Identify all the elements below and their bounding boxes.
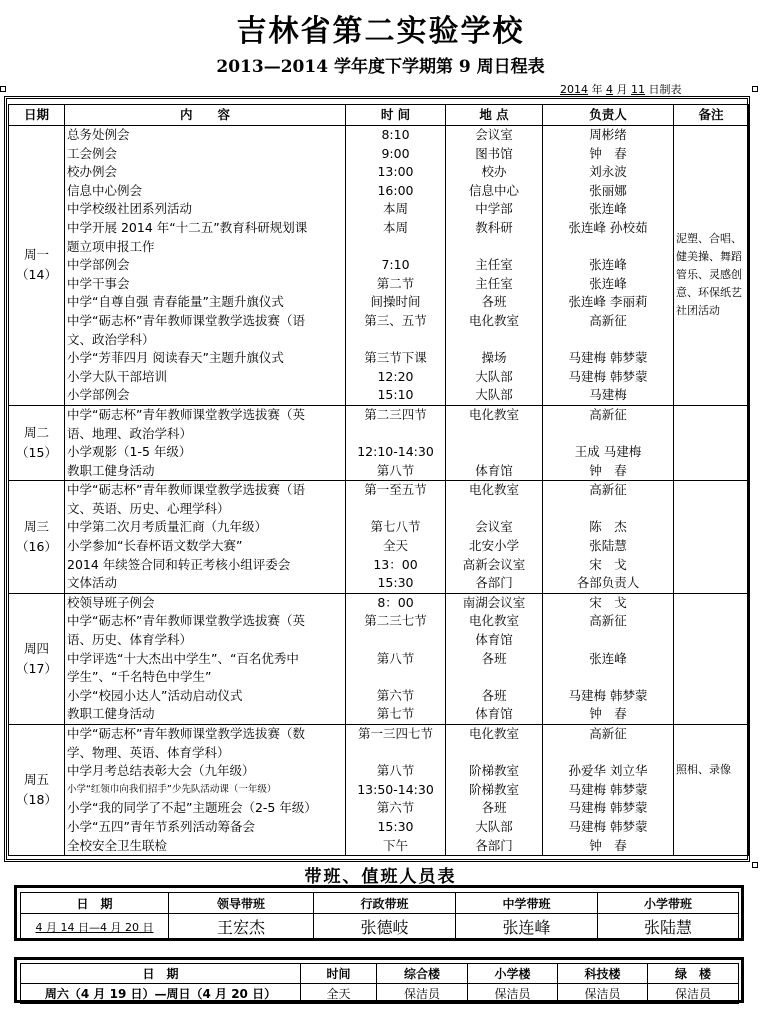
event-place: 各部门: [475, 837, 513, 853]
event-content: 文体活动: [67, 575, 118, 591]
event-content: 小学“我的同学了不起”主题班会（2-5 年级）: [67, 800, 317, 816]
staff-header-time: 时间: [301, 964, 377, 984]
event-person: 马建梅 韩梦蒙: [568, 781, 648, 797]
event-person: 陈 杰: [589, 519, 627, 535]
event-person: 宋 戈: [589, 556, 627, 572]
event-person: 马建梅 韩梦蒙: [568, 687, 648, 703]
event-content: 校领导班子例会: [67, 594, 155, 610]
day-cell: [9, 126, 65, 406]
event-content: 中学“砺志杯”青年教师课堂教学选拔赛（英: [67, 613, 305, 629]
note-cell: [674, 725, 749, 856]
event-person: [543, 238, 673, 257]
time-cell: [346, 481, 446, 594]
event-person: 钟 春: [589, 706, 627, 722]
event-content: 小学“芳菲四月 阅读春天”主题升旗仪式: [67, 350, 284, 366]
day-name: 周一: [23, 247, 49, 263]
event-content: 2014 年续签合同和转正考核小组评委会: [67, 556, 291, 572]
day-number: （14）: [16, 267, 57, 283]
event-place: 大队部: [475, 368, 513, 384]
event-content: 中学评选“十大杰出中学生”、“百名优秀中: [67, 650, 299, 666]
note-cell: [674, 593, 749, 724]
event-place: [446, 668, 542, 687]
event-place: 图书馆: [475, 145, 513, 161]
event-time: 第二三七节: [364, 613, 427, 629]
content-cell: [65, 405, 346, 480]
event-content: 小学部例会: [67, 387, 130, 403]
event-content: 中学第二次月考质量汇商（九年级）: [67, 519, 268, 535]
header-date: 日期: [9, 105, 65, 126]
event-time: 15:30: [377, 575, 414, 591]
event-content: 教职工健身活动: [67, 706, 155, 722]
staff-header-building2: 小学楼: [468, 964, 558, 984]
person-cell: [543, 126, 674, 406]
event-time: 15:10: [377, 387, 414, 403]
note-cell: [674, 481, 749, 594]
event-content: 信息中心例会: [67, 182, 143, 198]
event-place: 校办: [481, 164, 507, 180]
time-cell: [346, 405, 446, 480]
schedule-header-row: [9, 105, 749, 126]
day-row: [9, 405, 749, 480]
duty-primary: 张陆慧: [598, 914, 739, 940]
day-name: 周二: [23, 425, 49, 441]
event-content: 小学“五四”青年节系列活动筹备会: [67, 818, 255, 834]
event-person: 马建梅 韩梦蒙: [568, 818, 648, 834]
note-cell: [674, 405, 749, 480]
event-time: 第七八节: [370, 519, 421, 535]
duty-header-admin: 行政带班: [314, 893, 456, 914]
event-place: 各部门: [475, 575, 513, 591]
day-cell: [9, 481, 65, 594]
event-person: 钟 春: [589, 145, 627, 161]
event-content: 文、政治学科）: [67, 331, 155, 347]
event-content: 小学参加“长春杯语文数学大赛”: [67, 538, 243, 554]
event-place: 各班: [481, 294, 507, 310]
event-time: 12:10-14:30: [357, 444, 434, 460]
duty-header-date: 日 期: [21, 893, 169, 914]
event-content: 中学“砺志杯”青年教师课堂教学选拔赛（数: [67, 726, 305, 741]
person-cell: [543, 481, 674, 594]
content-cell: [65, 593, 346, 724]
event-time: 第二三四节: [364, 406, 427, 422]
event-place: 操场: [481, 350, 507, 366]
duty-admin: 张德岐: [314, 914, 456, 940]
event-place: 电化教室: [468, 613, 519, 629]
event-time: 第一至五节: [364, 482, 427, 498]
day-name: 周四: [23, 640, 49, 656]
event-time: 第六节: [376, 800, 415, 816]
event-time: 第七节: [376, 706, 415, 722]
staff-header-building1: 综合楼: [377, 964, 468, 984]
event-person: 宋 戈: [589, 594, 627, 610]
note-cell: [674, 126, 749, 406]
event-time: 13:50-14:30: [357, 781, 434, 797]
event-person: [543, 668, 673, 687]
event-time: 13：00: [373, 556, 418, 572]
content-cell: [65, 126, 346, 406]
event-place: 大队部: [475, 818, 513, 834]
event-time: [346, 331, 445, 350]
content-cell: [65, 481, 346, 594]
time-cell: [346, 725, 446, 856]
event-time: 8:10: [381, 127, 410, 142]
event-content: 小学观影（1-5 年级）: [67, 444, 192, 460]
event-person: 周彬绪: [589, 127, 627, 142]
duty-leader: 王宏杰: [169, 914, 314, 940]
date-day: 11: [631, 83, 645, 96]
event-content: 中学开展 2014 年“十二五”教育科研规划课: [67, 219, 308, 235]
event-person: 钟 春: [589, 837, 627, 853]
place-cell: [446, 481, 543, 594]
header-time: 时 间: [346, 105, 446, 126]
event-place: 各班: [481, 687, 507, 703]
staff-time: 全天: [301, 984, 377, 1004]
event-content: 中学月考总结表彰大会（九年级）: [67, 763, 255, 779]
event-person: 高新征: [589, 726, 627, 741]
event-content: 文、英语、历史、心理学科）: [67, 500, 230, 516]
event-person: 高新征: [589, 312, 627, 328]
event-place: [446, 238, 542, 257]
event-person: 王成 马建梅: [574, 444, 642, 460]
event-place: 北安小学: [468, 538, 519, 554]
duty-middle: 张连峰: [456, 914, 598, 940]
day-name: 周五: [23, 772, 49, 788]
event-content: 总务处例会: [67, 127, 130, 142]
event-content: 小学“红领巾向我们招手”少先队活动课（一年级）: [67, 783, 277, 795]
day-note: 照相、录像: [676, 763, 731, 776]
event-place: 阶梯教室: [468, 781, 519, 797]
event-person: 张连峰: [589, 201, 627, 217]
duty-header-leader: 领导带班: [169, 893, 314, 914]
event-place: 会议室: [475, 519, 513, 535]
staff-header-building4: 绿 楼: [648, 964, 739, 984]
event-content: 教职工健身活动: [67, 462, 155, 478]
event-content: 全校安全卫生联检: [67, 837, 168, 853]
event-place: 阶梯教室: [468, 763, 519, 779]
event-time: [346, 425, 445, 444]
event-person: 高新征: [589, 482, 627, 498]
event-content: 工会例会: [67, 145, 118, 161]
event-time: [346, 668, 445, 687]
event-time: 15:30: [377, 818, 414, 834]
duty-title: 带班、值班人员表: [304, 867, 457, 887]
day-cell: [9, 725, 65, 856]
event-time: 第六节: [376, 687, 415, 703]
event-time: 第八节: [376, 462, 415, 478]
event-place: 南湖会议室: [462, 594, 526, 610]
event-place: 体育馆: [475, 462, 513, 478]
event-place: 电化教室: [468, 482, 519, 498]
event-content: 中学“砺志杯”青年教师课堂教学选拔赛（语: [67, 312, 305, 328]
event-time: 第二节: [376, 275, 415, 291]
event-content: 题立项申报工作: [67, 238, 155, 254]
event-content: 中学“自尊自强 青春能量”主题升旗仪式: [67, 294, 284, 310]
date-made: 2014 年 4 月 11 日制表: [560, 83, 682, 96]
place-cell: [446, 405, 543, 480]
event-place: 会议室: [475, 127, 513, 142]
event-time: 第三、五节: [364, 312, 427, 328]
event-time: 第三节下课: [364, 350, 427, 366]
day-cell: [9, 593, 65, 724]
event-place: 教科研: [475, 219, 513, 235]
event-person: 张连峰 孙校茹: [568, 219, 648, 235]
event-place: 电化教室: [468, 406, 519, 422]
person-cell: [543, 593, 674, 724]
place-cell: [446, 725, 543, 856]
duty-row: [21, 914, 739, 940]
event-time: [346, 500, 445, 519]
date-suffix: 日制表: [648, 83, 682, 96]
event-person: 刘永波: [589, 164, 627, 180]
schedule-table: [8, 104, 749, 856]
event-content: 校办例会: [67, 164, 118, 180]
staff-row: [21, 984, 739, 1004]
event-time: 下午: [382, 837, 408, 853]
event-time: 16:00: [377, 182, 414, 198]
event-time: 7:10: [381, 257, 410, 273]
event-time: [346, 744, 445, 763]
event-content: 语、历史、体育学科）: [67, 632, 193, 648]
staff-value: 保洁员: [468, 984, 558, 1004]
duty-table: [20, 892, 739, 940]
event-content: 语、地理、政治学科）: [67, 425, 193, 441]
event-time: 第八节: [376, 763, 415, 779]
day-number: （17）: [16, 660, 57, 676]
staff-header-date: 日 期: [21, 964, 301, 984]
time-cell: [346, 593, 446, 724]
date-month: 4: [606, 83, 613, 96]
event-person: 孙爱华 刘立华: [568, 763, 648, 779]
event-place: [446, 331, 542, 350]
event-person: [543, 500, 673, 519]
event-content: 学生”、“千名特色中学生”: [67, 669, 212, 685]
event-time: 间操时间: [370, 294, 421, 310]
event-person: 张连峰: [589, 275, 627, 291]
event-content: 中学校级社团系列活动: [67, 201, 193, 217]
event-time: 本周: [382, 201, 408, 217]
event-place: 各班: [481, 650, 507, 666]
event-person: 张连峰: [589, 650, 627, 666]
event-content: 中学“砺志杯”青年教师课堂教学选拔赛（语: [67, 482, 305, 498]
day-row: [9, 481, 749, 594]
header-person: 负责人: [543, 105, 674, 126]
event-time: 12:20: [377, 368, 414, 384]
event-place: 中学部: [475, 201, 513, 217]
place-cell: [446, 593, 543, 724]
day-number: （18）: [16, 792, 57, 808]
date-year: 2014: [560, 83, 588, 96]
corner-marker: [0, 86, 6, 92]
event-content: 学、物理、英语、体育学科）: [67, 744, 230, 760]
staff-period: 周六（4 月 19 日）—周日（4 月 20 日）: [21, 984, 301, 1004]
event-place: 高新会议室: [462, 556, 526, 572]
event-place: 体育馆: [475, 632, 513, 648]
event-time: 本周: [382, 219, 408, 235]
event-place: 主任室: [475, 275, 513, 291]
header-content: 内 容: [65, 105, 346, 126]
day-row: [9, 593, 749, 724]
staff-value: 保洁员: [377, 984, 468, 1004]
content-cell: [65, 725, 346, 856]
event-place: [446, 443, 542, 462]
event-person: 张丽娜: [589, 182, 627, 198]
person-cell: [543, 725, 674, 856]
event-person: 马建梅 韩梦蒙: [568, 800, 648, 816]
event-content: 小学大队干部培训: [67, 368, 168, 384]
event-person: 马建梅 韩梦蒙: [568, 368, 648, 384]
person-cell: [543, 405, 674, 480]
event-person: [543, 631, 673, 650]
event-time: 8：00: [377, 594, 414, 610]
event-person: 高新征: [589, 406, 627, 422]
duty-header-middle: 中学带班: [456, 893, 598, 914]
day-number: （16）: [16, 539, 57, 555]
event-place: 主任室: [475, 257, 513, 273]
staff-value: 保洁员: [558, 984, 648, 1004]
event-time: 9:00: [381, 145, 410, 161]
event-content: 中学干事会: [67, 275, 130, 291]
staff-table: [20, 963, 739, 1004]
schedule-subtitle: 2013—2014 学年度下学期第 9 周日程表: [216, 57, 545, 77]
event-person: 各部负责人: [576, 575, 640, 591]
event-place: [446, 744, 542, 763]
event-content: 小学“校园小达人”活动启动仪式: [67, 687, 243, 703]
event-person: 高新征: [589, 613, 627, 629]
event-person: [543, 331, 673, 350]
event-person: 马建梅: [589, 387, 627, 403]
staff-header-building3: 科技楼: [558, 964, 648, 984]
event-time: [346, 631, 445, 650]
staff-header-row: [21, 964, 739, 984]
event-place: 大队部: [475, 387, 513, 403]
event-time: 第一三四七节: [357, 726, 433, 741]
staff-value: 保洁员: [648, 984, 739, 1004]
event-time: 第八节: [376, 650, 415, 666]
duty-header-primary: 小学带班: [598, 893, 739, 914]
event-place: 电化教室: [468, 726, 519, 741]
event-place: 体育馆: [475, 706, 513, 722]
event-place: 电化教室: [468, 312, 519, 328]
event-place: [446, 500, 542, 519]
time-cell: [346, 126, 446, 406]
event-content: 中学部例会: [67, 257, 130, 273]
event-time: [346, 238, 445, 257]
event-person: [543, 425, 673, 444]
event-person: 钟 春: [589, 462, 627, 478]
event-content: 中学“砺志杯”青年教师课堂教学选拔赛（英: [67, 406, 305, 422]
day-row: [9, 725, 749, 856]
event-person: [543, 744, 673, 763]
event-person: 张陆慧: [589, 538, 627, 554]
day-number: （15）: [16, 445, 57, 461]
day-name: 周三: [23, 519, 49, 535]
corner-marker: [752, 86, 758, 92]
event-person: 张连峰 李丽莉: [568, 294, 648, 310]
day-row: [9, 126, 749, 406]
event-place: [446, 425, 542, 444]
event-person: 张连峰: [589, 257, 627, 273]
event-time: 全天: [382, 538, 408, 554]
event-time: 13:00: [377, 164, 414, 180]
place-cell: [446, 126, 543, 406]
duty-header-row: [21, 893, 739, 914]
header-place: 地 点: [446, 105, 543, 126]
event-place: 各班: [481, 800, 507, 816]
day-note: 泥塑、合唱、健美操、舞蹈管乐、灵感创意、环保纸艺社团活动: [676, 232, 742, 317]
day-cell: [9, 405, 65, 480]
event-place: 信息中心: [468, 182, 519, 198]
duty-period: 4 月 14 日—4 月 20 日: [21, 914, 169, 940]
event-person: 马建梅 韩梦蒙: [568, 350, 648, 366]
header-note: 备注: [674, 105, 749, 126]
school-title: 吉林省第二实验学校: [236, 14, 525, 49]
